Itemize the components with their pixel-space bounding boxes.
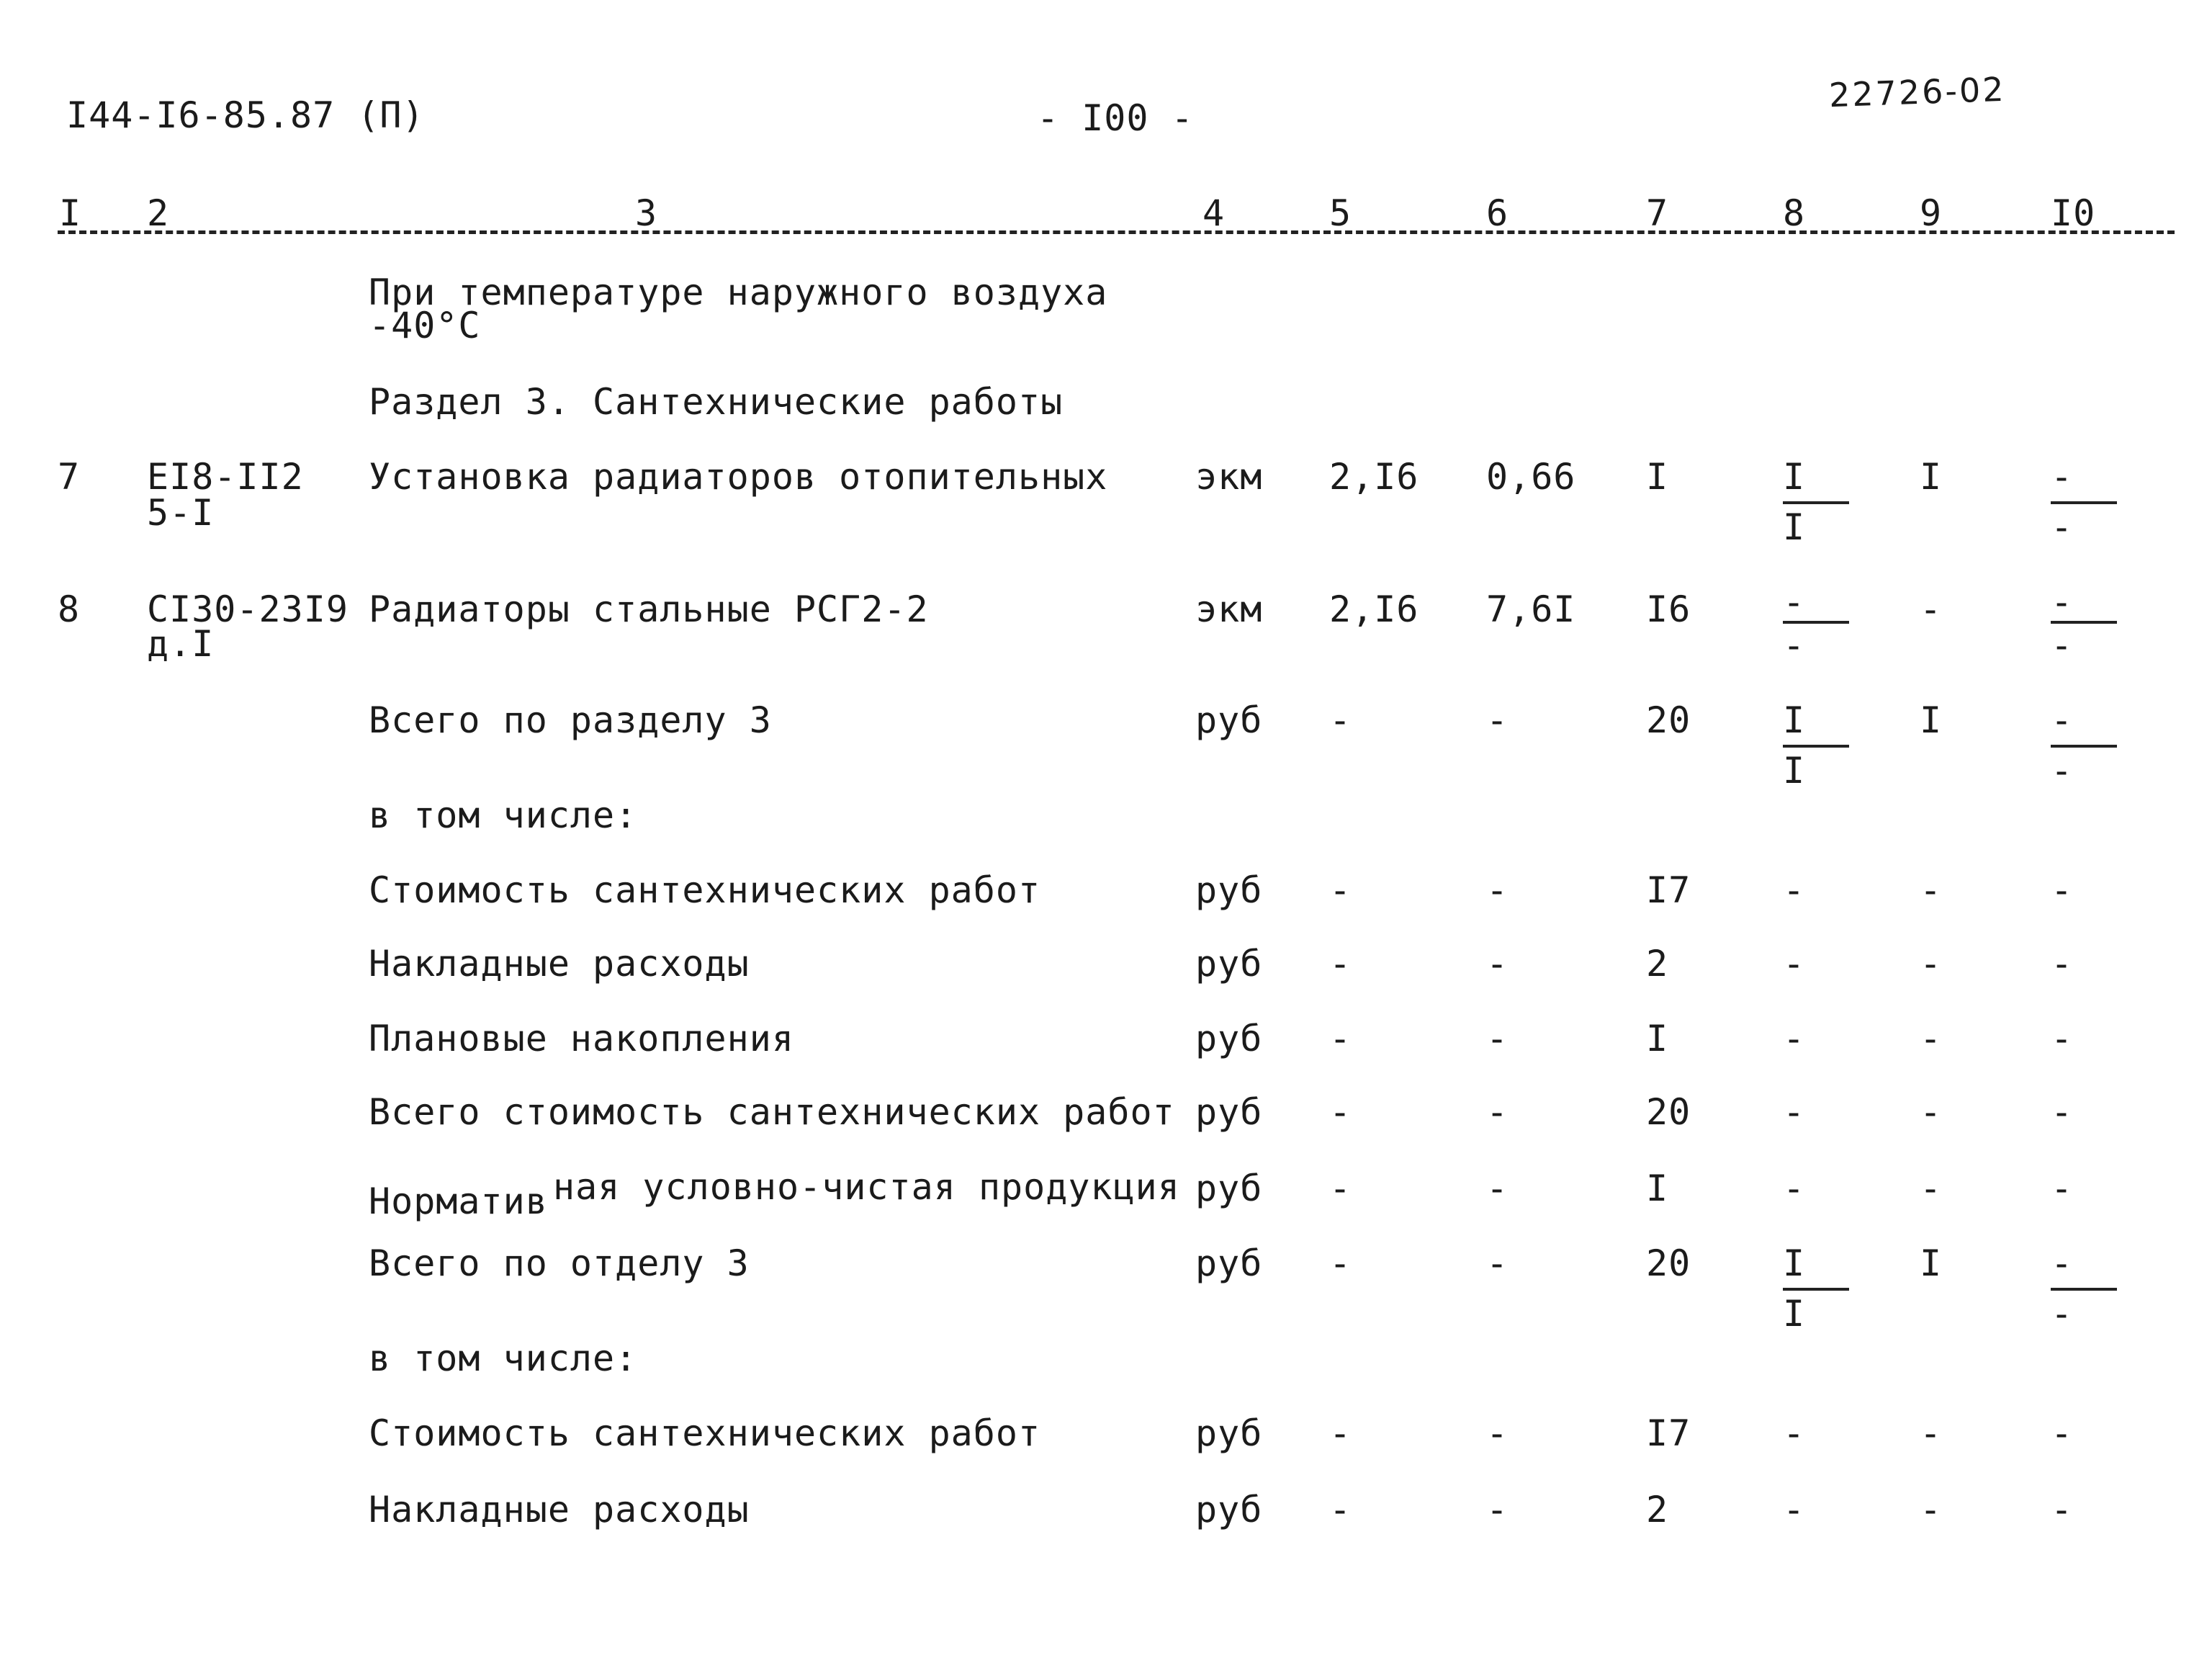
fraction-bottom: - — [2051, 750, 2073, 792]
col7-value: 20 — [1646, 699, 1691, 741]
fraction-bottom: - — [2051, 506, 2073, 548]
col6-value: - — [1486, 1168, 1509, 1209]
fraction-top: I — [1783, 699, 1805, 741]
row-name: Всего стоимость сантехнических работ — [369, 1091, 1175, 1133]
col9-value: I — [1920, 1242, 1943, 1284]
col6-value: - — [1486, 943, 1509, 985]
col7-value: 20 — [1646, 1242, 1691, 1284]
col5-value: - — [1329, 943, 1352, 985]
col5-value: 2,I6 — [1329, 588, 1419, 630]
column-header-8: 8 — [1783, 192, 1806, 234]
col10-value: - — [2051, 1018, 2074, 1059]
row-unit: руб — [1195, 1018, 1263, 1059]
fraction-top: I — [1783, 1242, 1805, 1284]
fraction-bar — [1783, 501, 1849, 504]
column-header-9: 9 — [1920, 192, 1943, 234]
col7-value: 20 — [1646, 1091, 1691, 1133]
col6-value: - — [1486, 1412, 1509, 1454]
fraction-bar — [1783, 745, 1849, 748]
col5-value: - — [1329, 1018, 1352, 1059]
row-unit: руб — [1195, 1412, 1263, 1454]
col5-value: 2,I6 — [1329, 456, 1419, 498]
col10-value: - — [2051, 1168, 2074, 1209]
fraction-bottom: I — [1783, 1293, 1805, 1335]
col10-value: - — [2051, 1091, 2074, 1133]
row-unit: руб — [1195, 699, 1263, 741]
fraction-bar — [2051, 1288, 2117, 1291]
col7-value: I — [1646, 1018, 1669, 1059]
row-unit: экм — [1195, 456, 1263, 498]
col8-value: - — [1783, 1091, 1806, 1133]
subtotal-label: в том числе: — [369, 1337, 638, 1379]
col10-value: - — [2051, 1412, 2074, 1454]
row-name: Стоимость сантехнических работ — [369, 1412, 1041, 1454]
col7-value: I6 — [1646, 588, 1691, 630]
fraction-bottom: - — [2051, 1293, 2073, 1335]
column-header-3: 3 — [635, 192, 658, 234]
col9-value: I — [1920, 456, 1943, 498]
col7-value: 2 — [1646, 1489, 1669, 1531]
row-name: Радиаторы стальные РСГ2-2 — [369, 588, 929, 630]
column-header-4: 4 — [1202, 192, 1226, 234]
col7-value: I — [1646, 456, 1669, 498]
section-title: Раздел 3. Сантехнические работы — [369, 381, 1064, 423]
row-unit: экм — [1195, 588, 1263, 630]
col9-value: - — [1920, 588, 1943, 630]
fraction-bottom: - — [1783, 624, 1805, 666]
fraction-bar — [2051, 501, 2117, 504]
col6-value: - — [1486, 1091, 1509, 1133]
fraction-bar — [1783, 621, 1849, 624]
row-code: EI8-II2 — [147, 456, 304, 498]
col10-value: - — [2051, 1489, 2074, 1531]
column-header-6: 6 — [1486, 192, 1509, 234]
row-name: Накладные расходы — [369, 943, 750, 985]
column-header-1: I — [59, 192, 82, 234]
fraction-top: - — [1783, 581, 1805, 623]
col10-value: - — [2051, 869, 2074, 911]
col7-value: I — [1646, 1168, 1669, 1209]
row-name: Стоимость сантехнических работ — [369, 869, 1041, 911]
col8-value: - — [1783, 943, 1806, 985]
col9-value: - — [1920, 1018, 1943, 1059]
intro-line-2: -40°С — [369, 305, 481, 346]
row-unit: руб — [1195, 869, 1263, 911]
fraction-bottom: - — [2051, 624, 2073, 666]
row-unit: руб — [1195, 1091, 1263, 1133]
col6-value: 7,6I — [1486, 588, 1576, 630]
col9-value: - — [1920, 1168, 1943, 1209]
fraction-bottom: I — [1783, 506, 1805, 548]
col9-value: I — [1920, 699, 1943, 741]
column-header-2: 2 — [147, 192, 170, 234]
row-unit: руб — [1195, 1242, 1263, 1284]
col9-value: - — [1920, 943, 1943, 985]
fraction-bar — [2051, 621, 2117, 624]
row-name-part-1: Норматив — [369, 1180, 548, 1222]
col5-value: - — [1329, 1168, 1352, 1209]
document-code: I44-I6-85.87 (П) — [66, 94, 425, 136]
row-name: Всего по разделу 3 — [369, 699, 772, 741]
col5-value: - — [1329, 1091, 1352, 1133]
row-name: Всего по отделу 3 — [369, 1242, 750, 1284]
col8-value: - — [1783, 1489, 1806, 1531]
col9-value: - — [1920, 1489, 1943, 1531]
row-code-suffix: д.I — [147, 623, 215, 665]
fraction-bottom: I — [1783, 750, 1805, 792]
fraction-top: - — [2051, 456, 2073, 498]
col8-value: - — [1783, 1018, 1806, 1059]
col8-value: - — [1783, 1412, 1806, 1454]
row-code-suffix: 5-I — [147, 492, 215, 534]
col9-value: - — [1920, 1412, 1943, 1454]
column-header-5: 5 — [1329, 192, 1352, 234]
col7-value: I7 — [1646, 869, 1691, 911]
row-unit: руб — [1195, 943, 1263, 985]
page-number: - I00 - — [1037, 97, 1194, 139]
row-name: Плановые накопления — [369, 1018, 794, 1059]
row-unit: руб — [1195, 1489, 1263, 1531]
intro-line-1: При температуре наружного воздуха — [369, 272, 1108, 313]
row-number: 8 — [58, 588, 81, 630]
fraction-top: - — [2051, 1242, 2073, 1284]
subtotal-label: в том числе: — [369, 794, 638, 836]
fraction-top: - — [2051, 699, 2073, 741]
col5-value: - — [1329, 869, 1352, 911]
fraction-top: I — [1783, 456, 1805, 498]
column-header-7: 7 — [1646, 192, 1669, 234]
row-name-part-2: ная условно-чистая продукция — [553, 1166, 1180, 1208]
col8-value: - — [1783, 869, 1806, 911]
col5-value: - — [1329, 699, 1352, 741]
col6-value: - — [1486, 1018, 1509, 1059]
col6-value: - — [1486, 869, 1509, 911]
handwritten-stamp: 22726-02 — [1828, 69, 2007, 115]
col9-value: - — [1920, 869, 1943, 911]
col6-value: - — [1486, 699, 1509, 741]
col6-value: 0,66 — [1486, 456, 1576, 498]
column-header-10: I0 — [2051, 192, 2096, 234]
col6-value: - — [1486, 1489, 1509, 1531]
col5-value: - — [1329, 1489, 1352, 1531]
row-name: Накладные расходы — [369, 1489, 750, 1531]
col5-value: - — [1329, 1242, 1352, 1284]
col10-value: - — [2051, 943, 2074, 985]
row-code: CI30-23I9 — [147, 588, 349, 630]
col8-value: - — [1783, 1168, 1806, 1209]
fraction-bar — [2051, 745, 2117, 748]
row-unit: руб — [1195, 1168, 1263, 1209]
header-rule — [58, 230, 2175, 234]
col7-value: I7 — [1646, 1412, 1691, 1454]
col9-value: - — [1920, 1091, 1943, 1133]
fraction-bar — [1783, 1288, 1849, 1291]
col7-value: 2 — [1646, 943, 1669, 985]
row-name: Установка радиаторов отопительных — [369, 456, 1108, 498]
fraction-top: - — [2051, 581, 2073, 623]
col5-value: - — [1329, 1412, 1352, 1454]
row-number: 7 — [58, 456, 81, 498]
col6-value: - — [1486, 1242, 1509, 1284]
